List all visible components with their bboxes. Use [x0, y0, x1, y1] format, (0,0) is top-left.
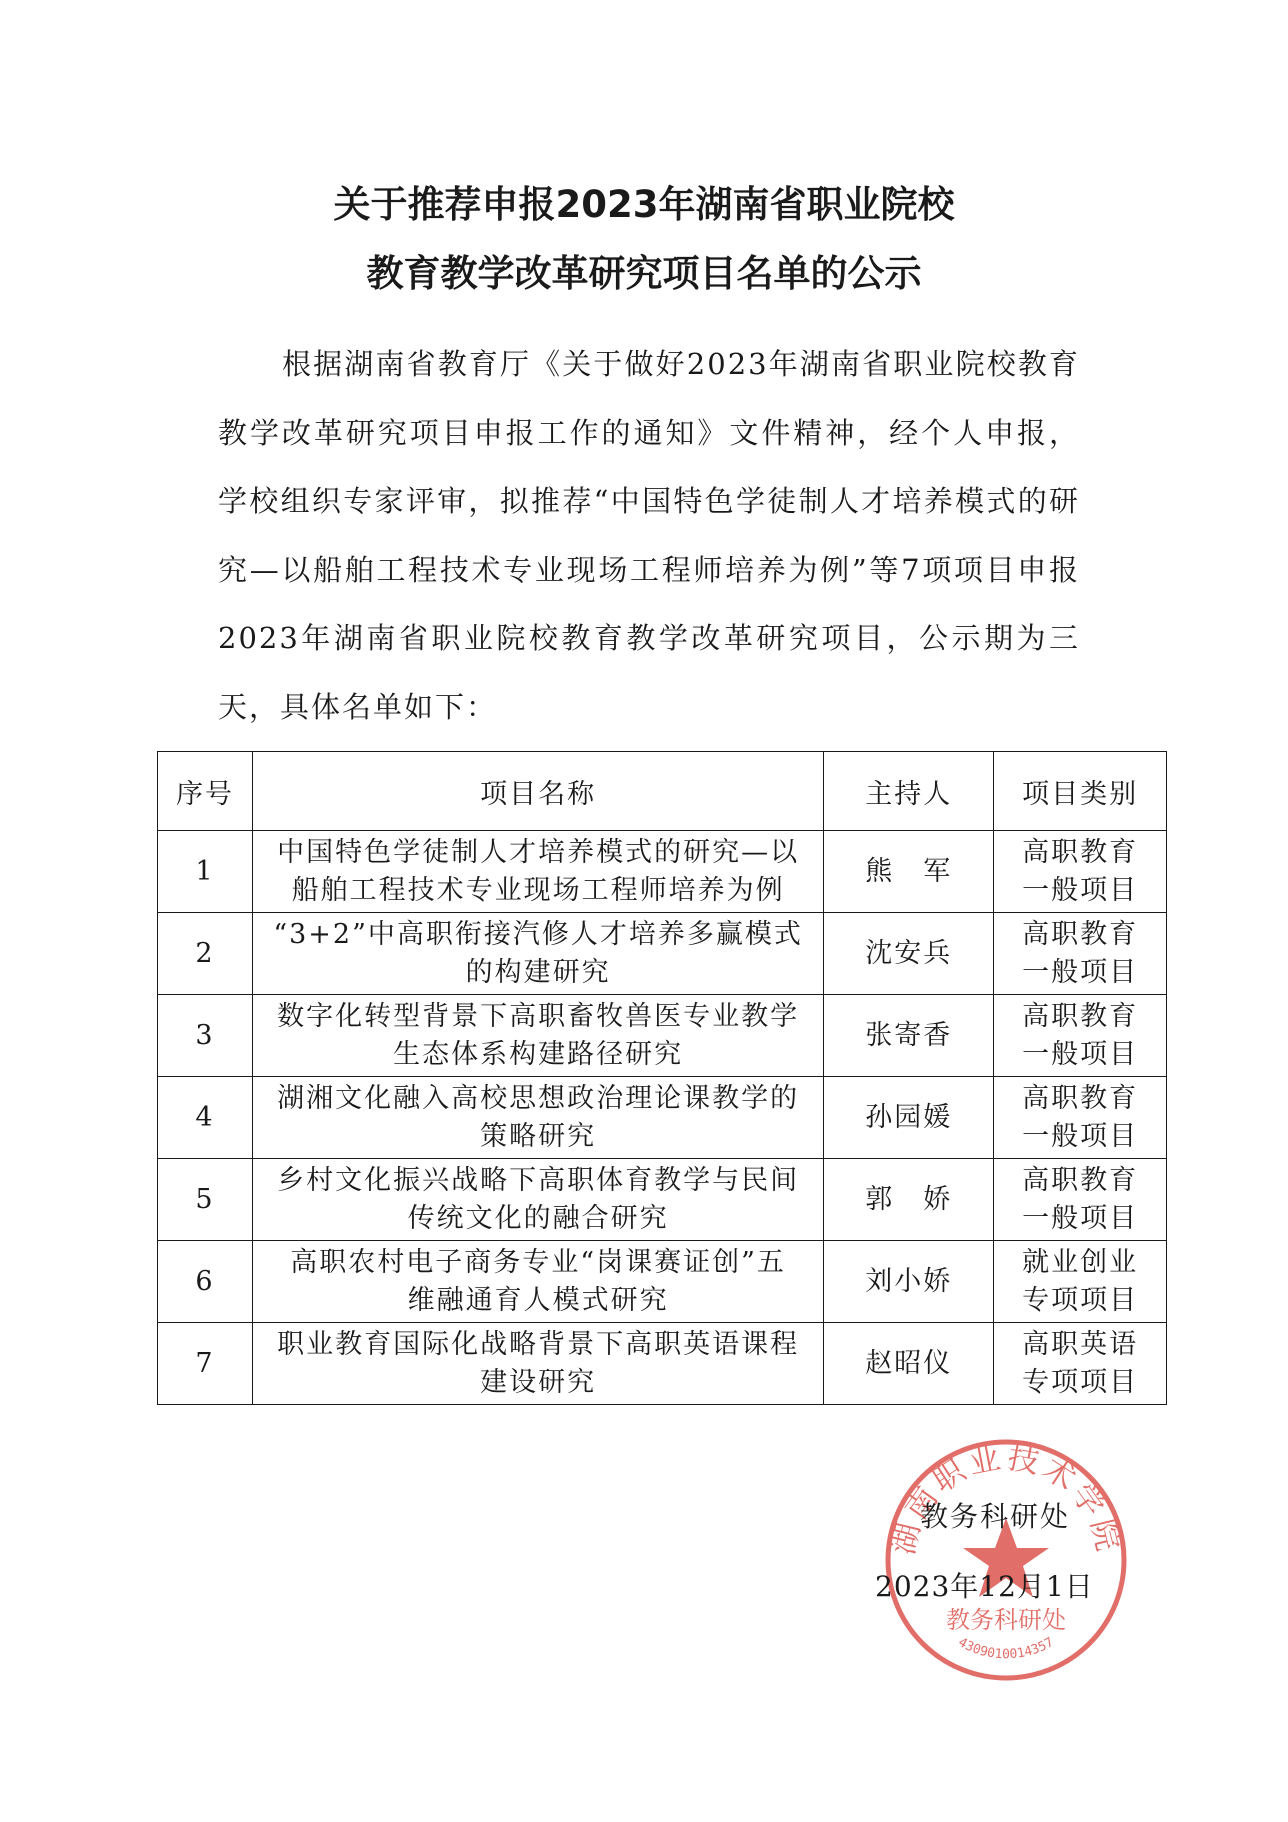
project-type-line: 一般项目	[1022, 874, 1139, 906]
project-name-line: 的构建研究	[465, 956, 611, 988]
project-name-line: 乡村文化振兴战略下高职体育教学与民间	[277, 1164, 800, 1196]
row-number: 2	[158, 913, 253, 995]
project-name-line: 船舶工程技术专业现场工程师培养为例	[291, 874, 785, 906]
project-name-cell	[252, 995, 823, 1077]
table-row	[158, 1077, 1167, 1159]
project-name-line: 维融通育人模式研究	[407, 1284, 669, 1316]
project-type-cell	[994, 1323, 1167, 1405]
project-name-cell	[252, 831, 823, 913]
signature-department: 教务科研处	[920, 1500, 1071, 1533]
project-name-line: 职业教育国际化战略背景下高职英语课程	[277, 1328, 800, 1360]
official-seal-icon	[876, 1430, 1136, 1690]
row-number: 7	[158, 1323, 253, 1405]
project-type-line: 一般项目	[1022, 1202, 1139, 1234]
project-type-line: 专项项目	[1022, 1284, 1139, 1316]
row-number: 5	[158, 1159, 253, 1241]
project-name-line: 生态体系构建路径研究	[393, 1038, 684, 1070]
project-type-line: 高职教育	[1022, 1000, 1139, 1032]
project-name-line: 中国特色学徒制人才培养模式的研究—以	[277, 836, 800, 868]
row-number: 1	[158, 831, 253, 913]
project-type-cell	[994, 1241, 1167, 1323]
seal-serial-text: 4309010014357	[955, 1634, 1057, 1663]
svg-text:4309010014357	[956, 1635, 1057, 1662]
row-number: 3	[158, 995, 253, 1077]
header-name: 项目名称	[252, 752, 823, 831]
project-type-line: 专项项目	[1022, 1366, 1139, 1398]
table-row	[158, 1241, 1167, 1323]
project-type-cell	[994, 1077, 1167, 1159]
header-host: 主持人	[824, 752, 994, 831]
document-body-paragraph: 根据湖南省教育厅《关于做好2023年湖南省职业院校教育教学改革研究项目申报工作的通知》文件精神，经个人申报，学校组织专家评审，拟推荐“中国特色学徒制人才培养模式的研究—以船舶工程技术专业现场工程师培养为例”等7项项目申报2023年湖南省职业院校教育教学改革研究项目，公示期为三天，具体名单如下：	[218, 347, 1080, 724]
project-type-line: 一般项目	[1022, 956, 1139, 988]
project-host: 刘小娇	[824, 1241, 994, 1323]
table-header-row	[158, 752, 1167, 831]
project-name-cell	[252, 913, 823, 995]
header-no: 序号	[158, 752, 253, 831]
project-name-cell	[252, 1241, 823, 1323]
project-host: 孙园媛	[824, 1077, 994, 1159]
project-name-line: 传统文化的融合研究	[407, 1202, 669, 1234]
project-name-cell	[252, 1077, 823, 1159]
project-host: 赵昭仪	[824, 1323, 994, 1405]
document-title-line2: 教育教学改革研究项目名单的公示	[366, 252, 922, 295]
project-type-cell	[994, 831, 1167, 913]
table-row	[158, 913, 1167, 995]
project-type-line: 就业创业	[1022, 1246, 1139, 1278]
table-row	[158, 831, 1167, 913]
row-number: 4	[158, 1077, 253, 1159]
table-body	[158, 831, 1167, 1405]
project-type-line: 高职教育	[1022, 1164, 1139, 1196]
project-name-line: 高职农村电子商务专业“岗课赛证创”五	[290, 1246, 786, 1278]
project-host: 熊 军	[824, 831, 994, 913]
project-name-cell	[252, 1323, 823, 1405]
project-type-line: 高职英语	[1022, 1328, 1139, 1360]
project-type-line: 一般项目	[1022, 1038, 1139, 1070]
header-type: 项目类别	[994, 752, 1167, 831]
row-number: 6	[158, 1241, 253, 1323]
project-type-line: 高职教育	[1022, 836, 1139, 868]
project-host: 张寄香	[824, 995, 994, 1077]
project-type-line: 一般项目	[1022, 1120, 1139, 1152]
project-type-line: 高职教育	[1022, 918, 1139, 950]
project-type-cell	[994, 995, 1167, 1077]
project-host: 沈安兵	[824, 913, 994, 995]
project-host: 郭 娇	[824, 1159, 994, 1241]
project-name-cell	[252, 1159, 823, 1241]
project-name-line: “3+2”中高职衔接汽修人才培养多赢模式	[273, 918, 803, 950]
project-name-line: 建设研究	[480, 1366, 597, 1398]
project-name-line: 策略研究	[480, 1120, 597, 1152]
signature-date: 2023年12月1日	[875, 1570, 1094, 1603]
seal-inner-text: 教务科研处	[946, 1606, 1066, 1634]
table-row	[158, 995, 1167, 1077]
project-name-line: 数字化转型背景下高职畜牧兽医专业教学	[277, 1000, 800, 1032]
seal-outer-text: 湖南职业技术学院	[885, 1439, 1127, 1559]
project-name-line: 湖湘文化融入高校思想政治理论课教学的	[277, 1082, 800, 1114]
table-row	[158, 1323, 1167, 1405]
project-type-cell	[994, 913, 1167, 995]
project-type-cell	[994, 1159, 1167, 1241]
document-title-line1: 关于推荐申报2023年湖南省职业院校	[333, 183, 955, 226]
table-row	[158, 1159, 1167, 1241]
project-type-line: 高职教育	[1022, 1082, 1139, 1114]
project-list-table	[157, 751, 1167, 1405]
